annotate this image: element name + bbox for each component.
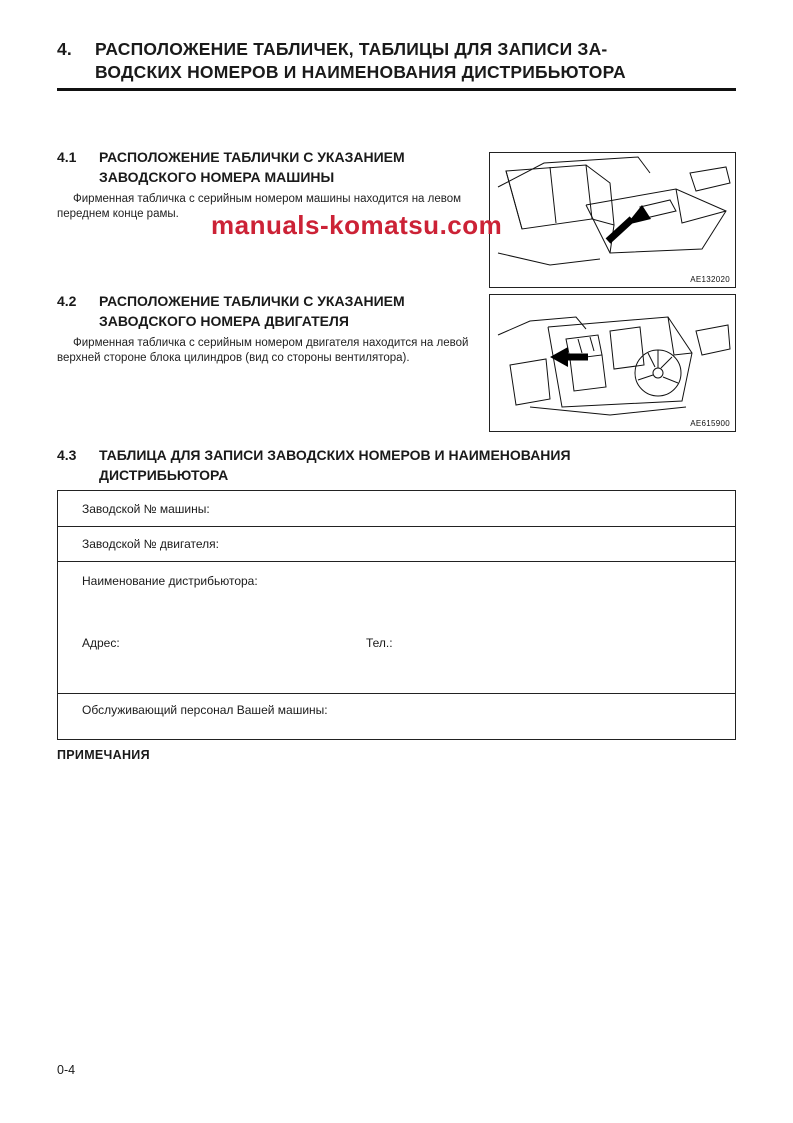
section-4-1-title [57,148,485,187]
figure-machine-plate-location [489,152,736,288]
chapter-title-line1: РАСПОЛОЖЕНИЕ ТАБЛИЧЕК, ТАБЛИЦЫ ДЛЯ ЗАПИСИ ЗА- [95,39,608,59]
heading-rule [57,88,736,91]
table-row-service-personnel [58,694,735,738]
section-4-3-number: 4.3 [57,447,77,463]
section-4-3-title-text [99,446,571,485]
section-4-2 [57,292,485,367]
figure-engine-plate-location [489,294,736,432]
page-number: 0-4 [57,1063,76,1077]
section-4-3-title [57,446,737,485]
machine-serial-label: Заводской № машины: [82,501,210,516]
section-4-1-body: Фирменная табличка с серийным номером машины находится на левом переднем конце рамы. [57,193,462,221]
table-row-distributor [58,562,735,694]
chapter-title-line2: ВОДСКИХ НОМЕРОВ И НАИМЕНОВАНИЯ ДИСТРИБЬЮТОРА [95,61,626,82]
table-row-machine-serial [58,491,735,527]
section-4-2-title-line2: ЗАВОДСКОГО НОМЕРА ДВИГАТЕЛЯ [99,312,349,329]
plate-pointer-arrow [608,205,651,241]
table-row-engine-serial [58,527,735,562]
chapter-heading [57,38,717,84]
watermark: manuals-komatsu.com [211,210,503,240]
engine-serial-label: Заводской № двигателя: [82,537,219,551]
section-4-3-title-line2: ДИСТРИБЬЮТОРА [99,466,229,483]
section-4-2-title-line1: РАСПОЛОЖЕНИЕ ТАБЛИЧКИ С УКАЗАНИЕМ [99,293,405,309]
service-personnel-label: Обслуживающий персонал Вашей машины: [82,703,328,717]
phone-label: Тел.: [366,636,393,650]
plate-pointer-arrow [550,347,588,367]
section-4-2-number: 4.2 [57,293,77,309]
machine-frame-drawing [490,153,735,287]
figure-1-code: AE132020 [690,275,730,284]
section-4-1-number: 4.1 [57,149,77,165]
section-4-3-title-line1: ТАБЛИЦА ДЛЯ ЗАПИСИ ЗАВОДСКИХ НОМЕРОВ И НАИМЕНОВАНИЯ [99,447,571,463]
notes-heading: ПРИМЕЧАНИЯ [57,748,150,762]
address-label: Адрес: [82,636,120,650]
distributor-label: Наименование дистрибьютора: [82,574,258,588]
section-4-1-title-text [99,148,405,187]
chapter-number: 4. [57,39,72,59]
section-4-2-title [57,292,485,331]
serial-record-table [57,490,736,740]
section-4-1-title-line2: ЗАВОДСКОГО НОМЕРА МАШИНЫ [99,168,335,185]
section-4-2-body: Фирменная табличка с серийным номером двигателя находится на левой верхней стороне блока цилиндров (вид со стороны вентилятора). [57,337,469,365]
chapter-title [95,38,626,84]
section-4-2-title-text [99,292,405,331]
figure-2-code: AE615900 [690,419,730,428]
section-4-3 [57,446,737,485]
section-4-1-title-line1: РАСПОЛОЖЕНИЕ ТАБЛИЧКИ С УКАЗАНИЕМ [99,149,405,165]
engine-block-drawing [490,295,735,431]
